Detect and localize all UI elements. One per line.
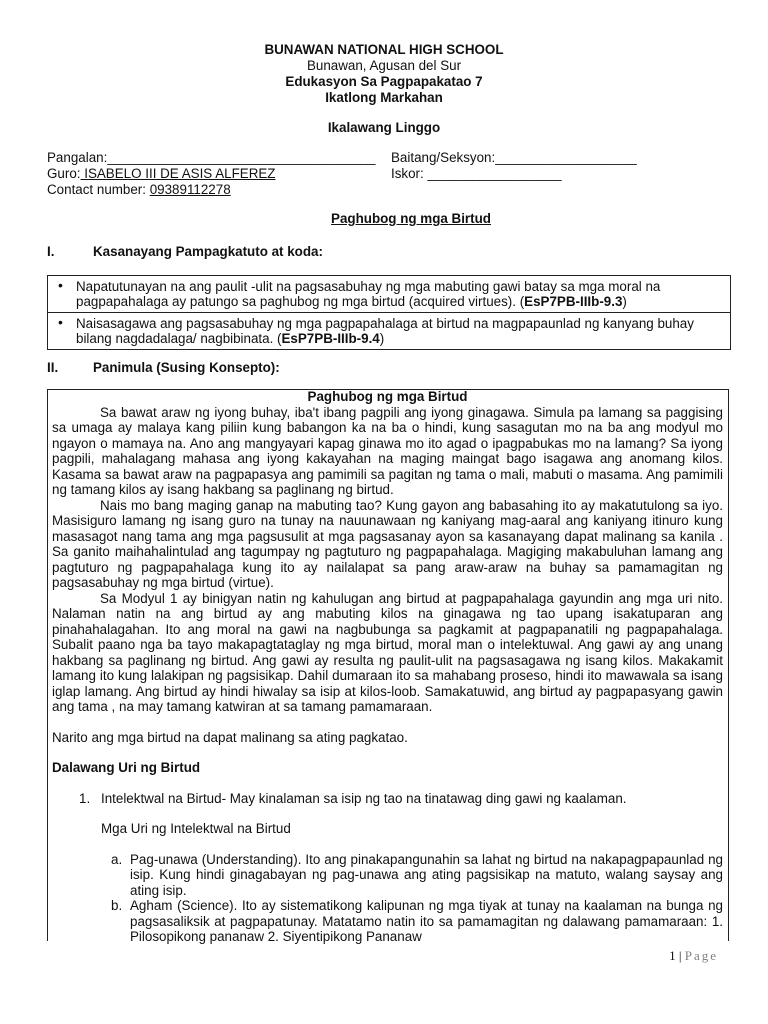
bullet-icon: • — [58, 277, 63, 293]
school-name: BUNAWAN NATIONAL HIGH SCHOOL — [264, 42, 504, 57]
document-header — [0, 42, 768, 106]
section-1-title: Kasanayang Pampagkatuto at koda: — [93, 244, 323, 259]
sub-list-marker: a. — [111, 851, 123, 867]
concept-box — [47, 389, 729, 944]
concept-paragraph-3: Sa Modyul 1 ay binigyan natin ng kahulugan ang birtud at pagpapahalaga gayundin ang mga uri nito. Nalaman natin na ang birtud ay ang mabuting kilos na ginagawa ng tao upang isakatuparan ang pinahahalagahan. Ito ang moral na gawi na nagbubunga sa pagkamit at pagpapanatili ng pagpapahalaga. Subalit paano nga ba tayo makapagtataglay ng mga birtud, moral man o intelektuwal. Ang gawi ay ang unang hakbang sa paglinang ng birtud. Ang gawi ay resulta ng paulit-ulit na pagsasagawa ng isang kilos. Makakamit lamang ito kung lalakipan ng pagsisikap. Dahil dumaraan ito sa mahabang proseso, hindi ito mawawala sa isang iglap lamang. Ang birtud ay hindi hiwalay sa isip at kilos-loob. Samakatuwid, ang birtud ay pagpapasyang gawin ang tama , na may tamang katwiran at sa tamang pamamaraan. — [52, 590, 723, 714]
page-separator: | — [675, 948, 685, 963]
sub-list-text: Pag-unawa (Understanding). Ito ang pinakapangunahin sa lahat ng birtud na nakapagpapaunlad ng isip. Kung hindi ginagabayan ng pag-unawa ang ating pagsisikap na matuto, walang saysay ang ating isip. — [130, 851, 723, 898]
concept-title: Paghubog ng mga Birtud — [307, 389, 468, 404]
teacher-row — [47, 166, 727, 182]
intellectual-types-heading: Mga Uri ng Intelektwal na Birtud — [101, 821, 291, 836]
list-item — [52, 791, 723, 807]
sub-list-text: Agham (Science). Ito ay sistematikong kalipunan ng mga tiyak at tunay na kaalaman na bunga ng pagsasaliksik at pagpapatunay. Matatamo natin ito sa pamamagitan ng dalawang pamamaraan: 1. Pilosopikong pananaw 2. Siyentipikong Pananaw — [130, 898, 723, 944]
concept-paragraph-4: Narito ang mga birtud na dapat malinang sa ating pagkatao. — [52, 729, 408, 745]
competency-code: EsP7PB-IIIb-9.3 — [524, 294, 623, 309]
virtue-types-heading: Dalawang Uri ng Birtud — [52, 760, 201, 775]
section-2-title: Panimula (Susing Konsepto): — [93, 360, 280, 375]
section-1-heading — [47, 244, 323, 259]
teacher-name: ISABELO III DE ASIS ALFEREZ — [80, 166, 276, 181]
section-1-number: I. — [47, 244, 55, 259]
student-info — [47, 150, 727, 198]
contact-label: Contact number: — [47, 182, 150, 197]
competency-text: Napatutunayan na ang paulit -ulit na pagsasabuhay ng mga mabuting gawi batay sa mga moral na pagpapahalaga ay patungo sa paghubog ng mga birtud (acquired virtues). ( — [76, 279, 661, 309]
competency-text: Naisasagawa ang pagsasabuhay ng mga pagpapahalaga at birtud na magpapaunlad ng kanyang buhay bilang nagdadalaga/ nagbibinata. ( — [76, 316, 694, 346]
competency-close: ) — [379, 331, 385, 346]
score-label: Iskor: — [391, 166, 424, 181]
quarter-title: Ikatlong Markahan — [325, 90, 443, 105]
grade-section-blank: ___________________ — [495, 150, 637, 165]
sub-list-marker: b. — [111, 898, 123, 913]
name-row — [47, 150, 727, 166]
sub-list-item — [52, 852, 723, 899]
bullet-icon: • — [58, 314, 63, 330]
score-blank: __________________ — [423, 166, 562, 181]
competency-table — [47, 275, 731, 350]
contact-row — [47, 182, 727, 198]
concept-paragraph-2: Nais mo bang maging ganap na mabuting tao? Kung gayon ang babasahing ito ay makatutulong sa iyo. Masisiguro lamang ng isang guro na tunay na nauunawaan ng kaniyang mag-aaral ang kaniyang itinuro kung masasagot nang tama ang mga pagsusulit at mga pagsasanay ayon sa kasanayang dapat malinang sa kanila . Sa ganito maihahalintulad ang tagumpay ng pagtuturo ng pagpapahalaga. Magiging makabuluhan lamang ang pagtuturo ng pagpapahalaga kung ito ay nailalapat sa pang araw-araw na buhay sa pamamagitan ng pagsasabuhay ng mga birtud (virtue). — [52, 497, 723, 590]
name-blank: ____________________________________ — [107, 150, 376, 165]
page-label: Page — [684, 948, 718, 963]
section-2-number: II. — [47, 360, 59, 375]
concept-paragraph-1: Sa bawat araw ng iyong buhay, iba't ibang pagpili ang iyong ginagawa. Simula pa lamang sa paggising sa umaga ay malaya kang piliin kung babangon ka na ba o hindi, kung sasagutan mo na ba ang modyul mo ngayon o mamaya na. Ano ang mangyayari kapag ginawa mo ito agad o ipagpabukas mo na lamang? Sa iyong pagpili, mahalagang mahasa ang iyong kakayahan na maging maingat bago isagawa ang anomang kilos. Kasama sa bawat araw na pagpapasya ang pamimili sa pagitan ng tama o mali, mabuti o masama. Ang pamimili ng tamang kilos ay isang hakbang sa paglinang ng birtud. — [52, 404, 723, 497]
name-label: Pangalan: — [47, 150, 108, 165]
school-location: Bunawan, Agusan del Sur — [306, 58, 462, 73]
competency-row — [48, 276, 730, 313]
teacher-label: Guro: — [47, 166, 81, 181]
week-title: Ikalawang Linggo — [327, 120, 441, 135]
section-2-heading — [47, 360, 280, 375]
competency-close: ) — [622, 294, 627, 309]
contact-number: 09389112278 — [149, 182, 231, 197]
competency-code: EsP7PB-IIIb-9.4 — [281, 331, 380, 346]
topic-title: Paghubog ng mga Birtud — [331, 211, 491, 226]
sub-list-item — [52, 898, 723, 945]
grade-section-label: Baitang/Seksyon: — [391, 150, 496, 165]
competency-row — [48, 313, 730, 350]
page-number: 1 — [669, 948, 676, 963]
page-footer — [0, 948, 718, 964]
list-item-text: Intelektwal na Birtud- May kinalaman sa isip ng tao na tinatawag ding gawi ng kaalaman. — [101, 790, 627, 806]
list-marker: 1. — [79, 790, 91, 806]
subject-title: Edukasyon Sa Pagpapakatao 7 — [285, 74, 483, 89]
